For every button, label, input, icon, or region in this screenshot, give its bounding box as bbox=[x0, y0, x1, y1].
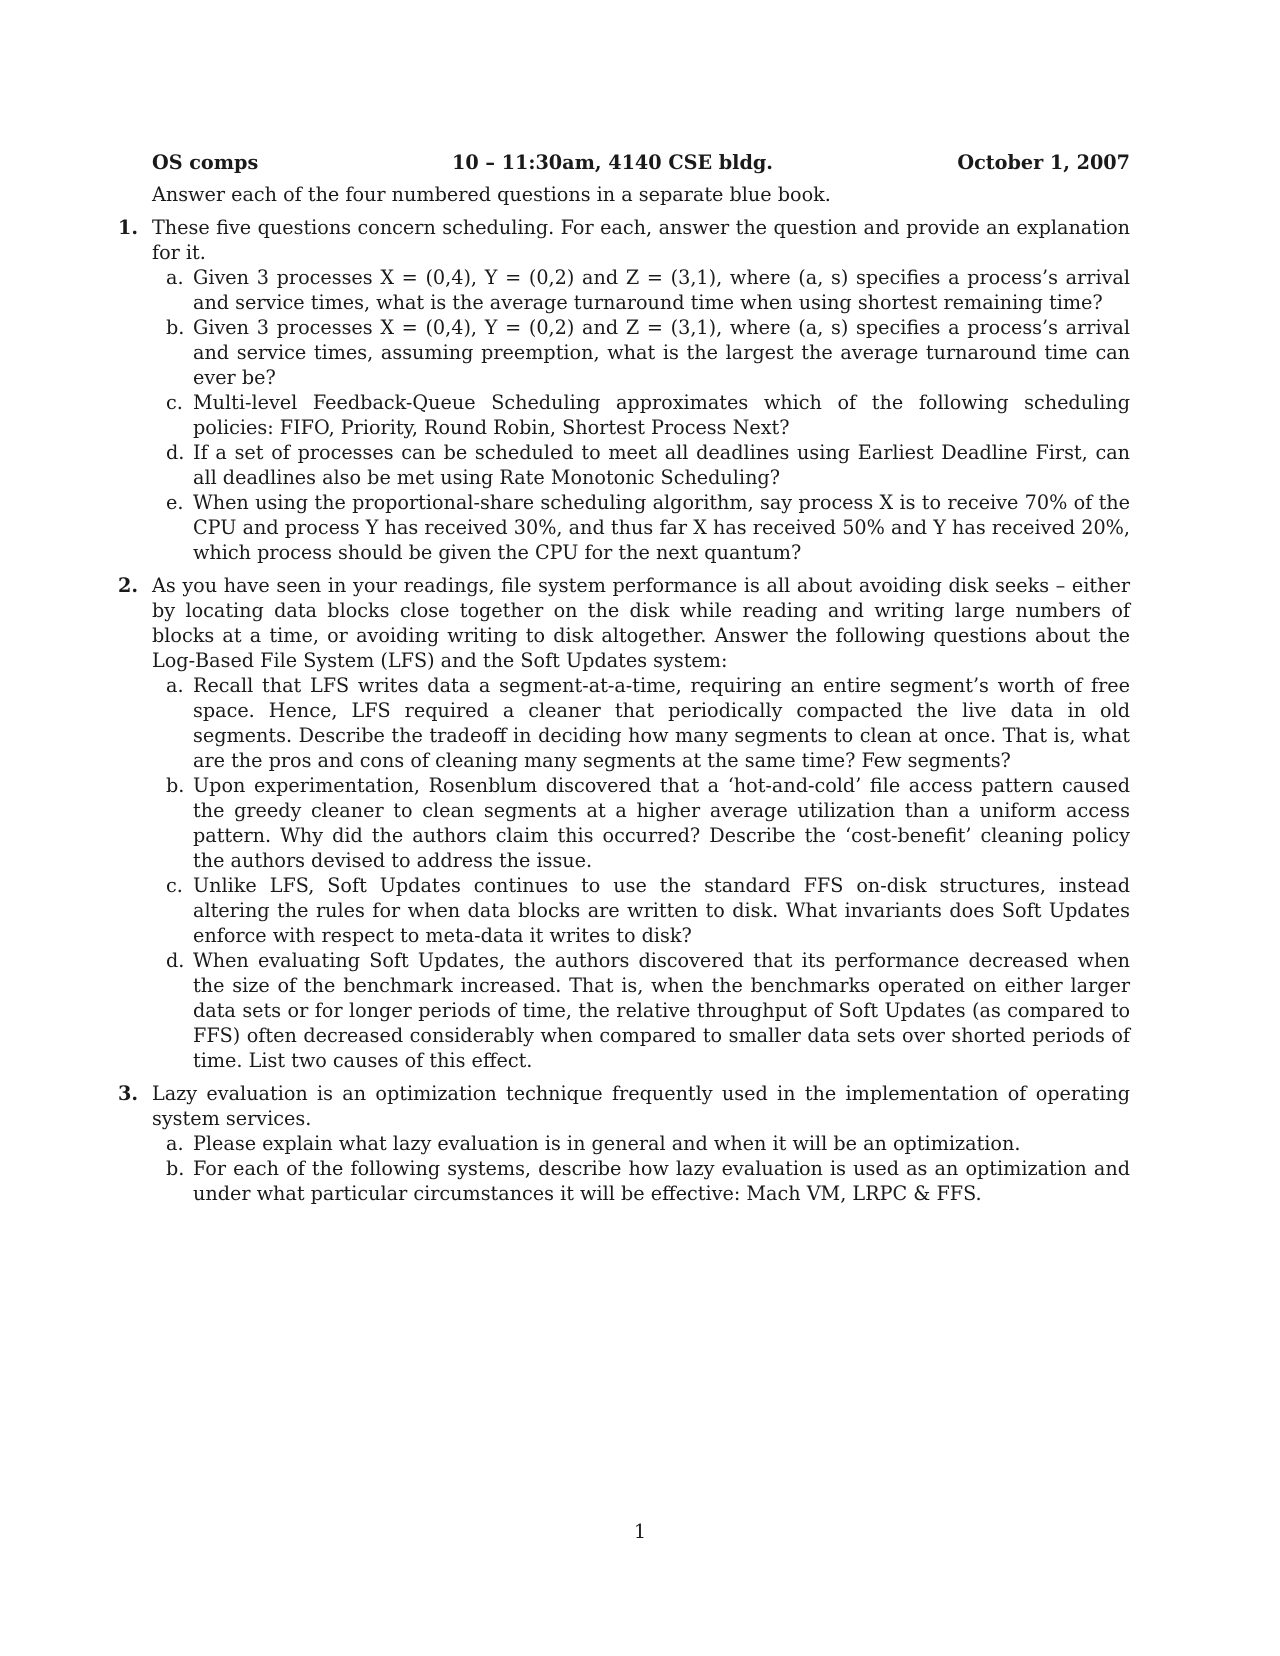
question-part bbox=[152, 1131, 1130, 1156]
part-label: c. bbox=[166, 391, 183, 414]
part-text: Given 3 processes X = (0,4), Y = (0,2) and Z = (3,1), where (a, s) specifies a process’s arrival and service times, assuming preemption, what is the largest the average turnaround time can ever be? bbox=[193, 316, 1130, 389]
part-text: For each of the following systems, describe how lazy evaluation is used as an optimization and under what particular circumstances it will be effective: Mach VM, LRPC & FFS. bbox=[193, 1157, 1130, 1205]
question-part bbox=[152, 490, 1130, 565]
part-label: b. bbox=[166, 1157, 185, 1180]
question-number: 1. bbox=[118, 216, 139, 239]
question-part bbox=[152, 390, 1130, 440]
exam-page bbox=[118, 150, 1130, 1206]
course-title: OS comps bbox=[152, 151, 259, 174]
question-number: 2. bbox=[118, 574, 139, 597]
question-part bbox=[152, 315, 1130, 390]
part-label: a. bbox=[166, 266, 184, 289]
part-label: b. bbox=[166, 774, 185, 797]
question-part bbox=[152, 440, 1130, 490]
question-2 bbox=[118, 573, 1130, 673]
question-part bbox=[152, 265, 1130, 315]
exam-date: October 1, 2007 bbox=[957, 151, 1130, 174]
question-part bbox=[152, 773, 1130, 873]
question-text: These five questions concern scheduling. For each, answer the question and provide an explanation for it. bbox=[152, 216, 1130, 264]
question-3 bbox=[118, 1081, 1130, 1131]
part-text: When using the proportional-share scheduling algorithm, say process X is to receive 70% of the CPU and process Y has received 30%, and thus far X has received 50% and Y has received 20%, which process should be given the CPU for the next quantum? bbox=[193, 491, 1130, 564]
question-number: 3. bbox=[118, 1082, 139, 1105]
exam-header bbox=[152, 150, 1130, 178]
question-part bbox=[152, 673, 1130, 773]
question-text: As you have seen in your readings, file system performance is all about avoiding disk seeks – either by locating data blocks close together on the disk while reading and writing large numbers of blocks at a time, or avoiding writing to disk altogether. Answer the following questions about the Log-Based File System (LFS) and the Soft Updates system: bbox=[152, 574, 1130, 672]
part-label: e. bbox=[166, 491, 184, 514]
part-label: d. bbox=[166, 441, 185, 464]
part-label: c. bbox=[166, 874, 183, 897]
question-part bbox=[152, 1156, 1130, 1206]
part-text: Multi-level Feedback-Queue Scheduling approximates which of the following scheduling policies: FIFO, Priority, Round Robin, Shortest Process Next? bbox=[193, 391, 1130, 439]
part-text: When evaluating Soft Updates, the authors discovered that its performance decreased when the size of the benchmark increased. That is, when the benchmarks operated on either larger data sets or for longer periods of time, the relative throughput of Soft Updates (as compared to FFS) often decreased considerably when compared to smaller data sets over shorted periods of time. List two causes of this effect. bbox=[193, 949, 1130, 1072]
part-label: d. bbox=[166, 949, 185, 972]
part-text: If a set of processes can be scheduled to meet all deadlines using Earliest Deadline First, can all deadlines also be met using Rate Monotonic Scheduling? bbox=[193, 441, 1130, 489]
part-label: a. bbox=[166, 1132, 184, 1155]
question-part bbox=[152, 948, 1130, 1073]
page-number: 1 bbox=[633, 1520, 647, 1543]
question-text: Lazy evaluation is an optimization technique frequently used in the implementation of operating system services. bbox=[152, 1082, 1130, 1130]
part-label: b. bbox=[166, 316, 185, 339]
part-text: Unlike LFS, Soft Updates continues to use the standard FFS on-disk structures, instead altering the rules for when data blocks are written to disk. What invariants does Soft Updates enforce with respect to meta-data it writes to disk? bbox=[193, 874, 1130, 947]
part-text: Recall that LFS writes data a segment-at-a-time, requiring an entire segment’s worth of free space. Hence, LFS required a cleaner that periodically compacted the live data in old segments. Describe the tradeoff in deciding how many segments to clean at once. That is, what are the pros and cons of cleaning many segments at the same time? Few segments? bbox=[193, 674, 1130, 772]
part-text: Upon experimentation, Rosenblum discovered that a ‘hot-and-cold’ file access pattern caused the greedy cleaner to clean segments at a higher average utilization than a uniform access pattern. Why did the authors claim this occurred? Describe the ‘cost-benefit’ cleaning policy the authors devised to address the issue. bbox=[193, 774, 1130, 872]
part-label: a. bbox=[166, 674, 184, 697]
part-text: Please explain what lazy evaluation is in general and when it will be an optimization. bbox=[193, 1132, 1021, 1155]
question-part bbox=[152, 873, 1130, 948]
part-text: Given 3 processes X = (0,4), Y = (0,2) and Z = (3,1), where (a, s) specifies a process’s arrival and service times, what is the average turnaround time when using shortest remaining time? bbox=[193, 266, 1130, 314]
question-1 bbox=[118, 215, 1130, 265]
instructions: Answer each of the four numbered questions in a separate blue book. bbox=[152, 183, 831, 206]
exam-time-location: 10 – 11:30am, 4140 CSE bldg. bbox=[452, 151, 773, 174]
